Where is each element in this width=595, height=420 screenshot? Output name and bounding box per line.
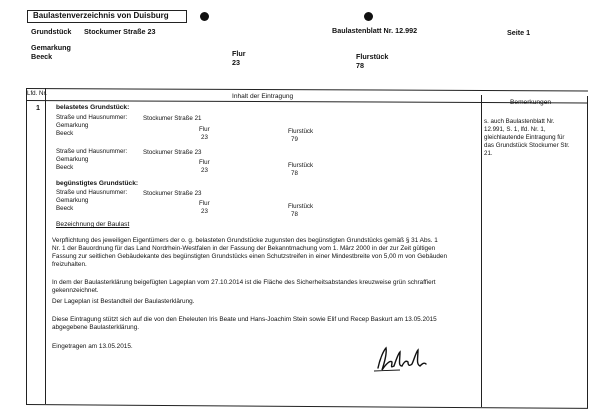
block1-flur-label: Flur bbox=[199, 126, 210, 133]
table-header-border bbox=[26, 100, 588, 103]
block3-flur-label: Flur bbox=[199, 200, 210, 207]
block2-flurstueck-label: Flurstück bbox=[288, 162, 314, 169]
para2-line1: In dem der Baulasterklärung beigefügten Lageplan vom 27.10.2014 ist die Fläche des Sicherheitsabstandes kreuzweise grün schraffiert bbox=[52, 279, 436, 286]
beguenstigt-heading: begünstigtes Grundstück: bbox=[56, 180, 139, 187]
block3-strasse-value: Stockumer Straße 23 bbox=[143, 190, 202, 197]
bezeichnung-heading: Bezeichnung der Baulast bbox=[56, 221, 130, 228]
flur-value: 23 bbox=[232, 58, 240, 67]
table-left-border bbox=[26, 88, 27, 404]
flurstueck-value: 78 bbox=[356, 61, 364, 70]
gemarkung-label: Gemarkung bbox=[31, 43, 71, 52]
baulastenblatt-number: Baulastenblatt Nr. 12.992 bbox=[332, 26, 418, 35]
gemarkung-value: Beeck bbox=[31, 52, 53, 61]
eingetragen-date: Eingetragen am 13.05.2015. bbox=[52, 343, 133, 350]
block1-flurstueck-label: Flurstück bbox=[288, 128, 314, 135]
para1-line2: Nr. 1 der Bauordnung für das Land Nordrhein-Westfalen in der Fassung der Bekanntmachung vom 1. März 2000 in der zur Zeit gültigen bbox=[52, 245, 436, 252]
table-right-border bbox=[587, 96, 588, 408]
bemerkung-line2: 12.991, S. 1, lfd. Nr. 1, bbox=[484, 126, 546, 133]
bemerkung-line3: gleichlautende Eintragung für bbox=[484, 134, 565, 141]
flurstueck-label: Flurstück bbox=[356, 52, 389, 61]
block3-flurstueck-label: Flurstück bbox=[288, 203, 314, 210]
table-top-border bbox=[26, 88, 588, 91]
block2-flurstueck-value: 78 bbox=[291, 170, 298, 177]
punch-hole-left bbox=[200, 12, 209, 21]
table-bottom-border bbox=[26, 404, 588, 409]
para3: Der Lageplan ist Bestandteil der Baulasterklärung. bbox=[52, 298, 195, 305]
para1-line1: Verpflichtung des jeweiligen Eigentümers der o. g. belasteten Grundstücke zugunsten des begünstigten Grundstücks gemäß § 31 Abs. 1 bbox=[52, 237, 438, 244]
block2-gemarkung-value: Beeck bbox=[56, 164, 74, 171]
block3-strasse-label: Straße und Hausnummer: bbox=[56, 189, 128, 196]
block3-flur-value: 23 bbox=[201, 208, 208, 215]
block3-gemarkung-value: Beeck bbox=[56, 205, 74, 212]
column-divider-bemerkungen bbox=[481, 95, 482, 407]
block3-gemarkung-label: Gemarkung bbox=[56, 197, 89, 204]
column-header-nr: Lfd. Nr. bbox=[27, 90, 47, 97]
bemerkung-line5: 21. bbox=[484, 150, 493, 157]
bemerkung-line4: das Grundstück Stockumer Str. bbox=[484, 142, 570, 149]
para4-line1: Diese Eintragung stützt sich auf die von den Eheleuten Iris Beate und Hans-Joachim Stein sowie Elif und Recep Baskurt am 13.05.2015 bbox=[52, 316, 437, 323]
block2-flur-label: Flur bbox=[199, 159, 210, 166]
block1-strasse-label: Straße und Hausnummer: bbox=[56, 114, 128, 121]
para1-line4: freizuhalten. bbox=[52, 261, 87, 268]
entry-number: 1 bbox=[36, 103, 40, 112]
block2-flur-value: 23 bbox=[201, 167, 208, 174]
page-number: Seite 1 bbox=[507, 28, 531, 37]
signature bbox=[370, 340, 440, 374]
bemerkung-line1: s. auch Baulastenblatt Nr. bbox=[484, 118, 555, 125]
block2-strasse-value: Stockumer Straße 23 bbox=[143, 149, 202, 156]
block1-flur-value: 23 bbox=[201, 134, 208, 141]
block1-flurstueck-value: 79 bbox=[291, 136, 298, 143]
para2-line2: gekennzeichnet. bbox=[52, 287, 99, 294]
document-title: Baulastenverzeichnis von Duisburg bbox=[33, 11, 169, 20]
block1-strasse-value: Stockumer Straße 21 bbox=[143, 115, 202, 122]
para1-line3: Fassung zur seitlichen Gebäudekante des begünstigten Grundstücks einen Schutzstreifen in einer Mindestbreite von 5,00 m von Gebäuden bbox=[52, 253, 448, 260]
belastet-heading: belastetes Grundstück: bbox=[56, 104, 130, 111]
grundstueck-label: Grundstück bbox=[31, 27, 72, 36]
para4-line2: abgegebene Baulasterklärung. bbox=[52, 324, 140, 331]
block3-flurstueck-value: 78 bbox=[291, 211, 298, 218]
block2-gemarkung-label: Gemarkung bbox=[56, 156, 89, 163]
block2-strasse-label: Straße und Hausnummer: bbox=[56, 148, 128, 155]
flur-label: Flur bbox=[232, 49, 246, 58]
grundstueck-value: Stockumer Straße 23 bbox=[84, 27, 156, 36]
block1-gemarkung-label: Gemarkung bbox=[56, 122, 89, 129]
block1-gemarkung-value: Beeck bbox=[56, 130, 74, 137]
column-header-inhalt: Inhalt der Eintragung bbox=[232, 93, 294, 100]
column-divider-nr bbox=[45, 88, 46, 404]
column-header-bemerkungen: Bemerkungen bbox=[510, 99, 552, 106]
punch-hole-right bbox=[364, 12, 373, 21]
